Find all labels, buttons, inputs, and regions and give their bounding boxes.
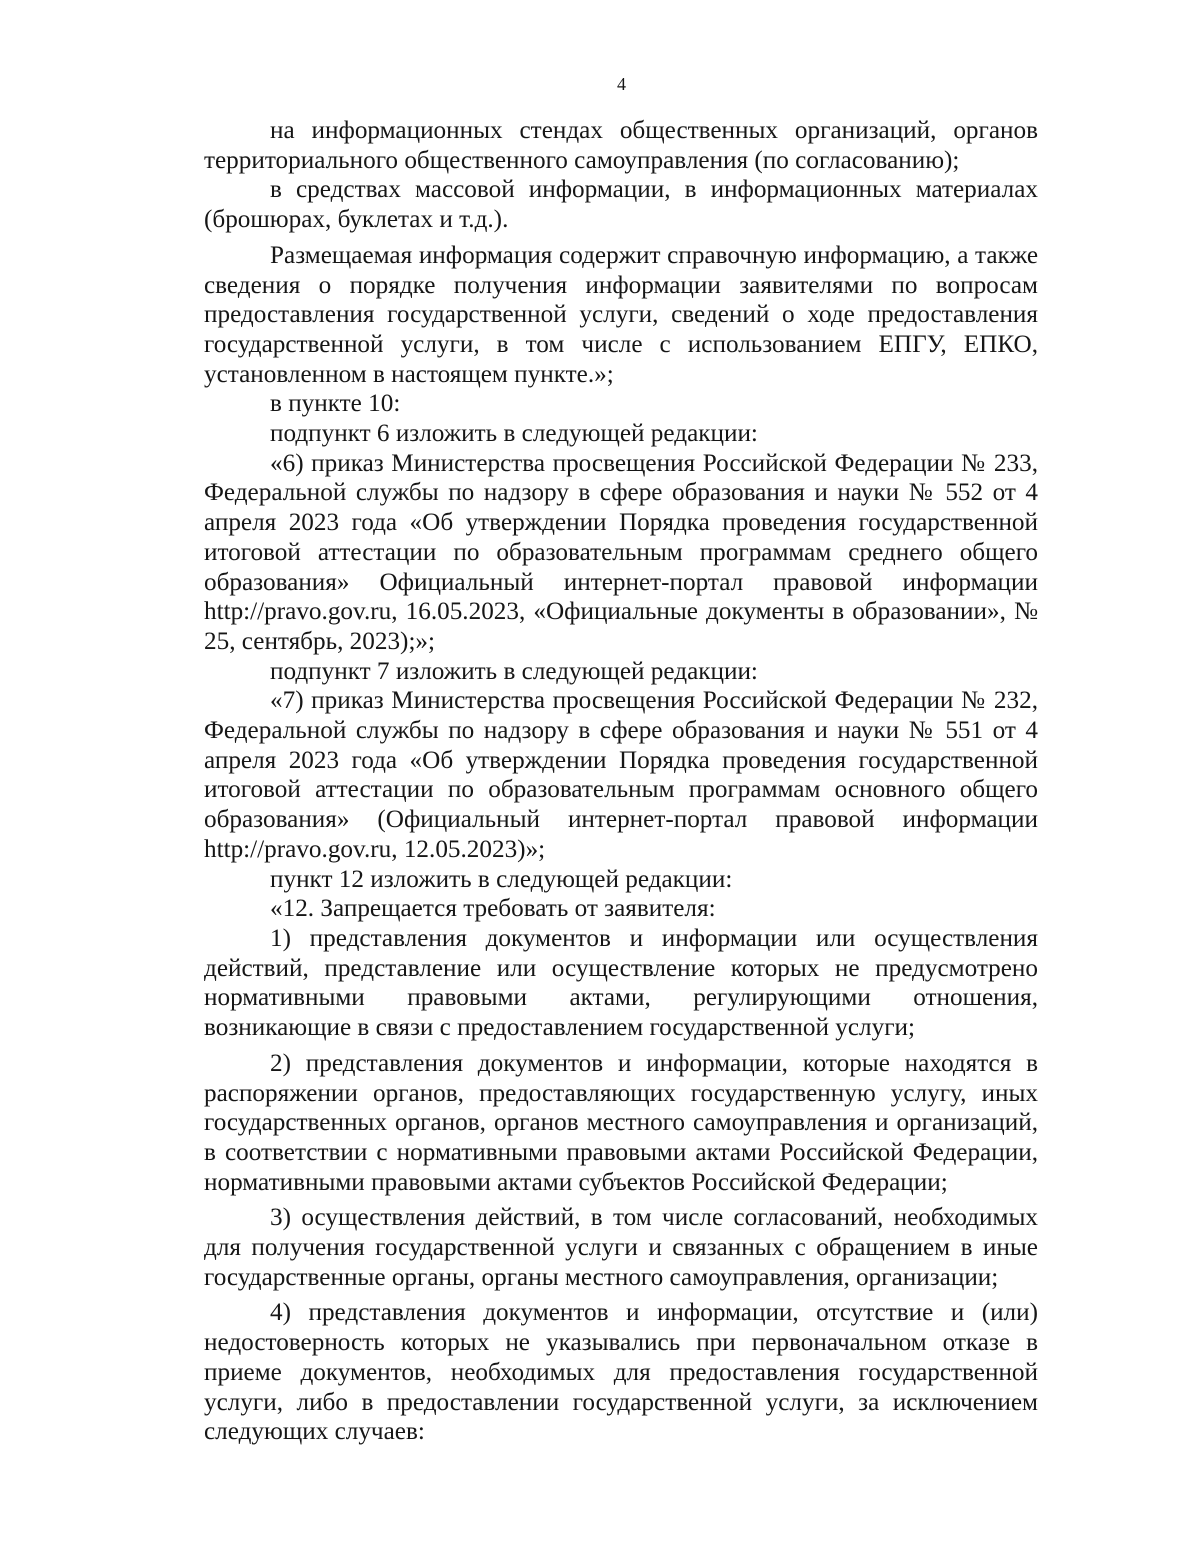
paragraph-subclause-6-text: «6) приказ Министерства просвещения Российской Федерации № 233, Федеральной службы по надзору в сфере образования и науки № 552 от 4 апреля 2023 года «Об утверждении Порядка проведения государственной итоговой аттестации по образовательным программам среднего общего образования» Официальный интернет-портал правовой информации http://pravo.gov.ru, 16.05.2023, «Официальные документы в образовании», № 25, сентябрь, 2023);»; [204,449,1038,655]
paragraph-posted-info: Размещаемая информация содержит справочную информацию, а также сведения о порядке получения информации заявителями по вопросам предоставления государственной услуги, сведений о ходе предоставления государственной услуги, в том числе с использованием ЕПГУ, ЕПКО, установленном в настоящем пункте.»; [204,241,1038,388]
paragraph-clause-12-intro: пункт 12 изложить в следующей редакции: [270,865,733,893]
paragraph-subclause-6-intro: подпункт 6 изложить в следующей редакции: [270,420,758,448]
paragraph-mass-media: в средствах массовой информации, в информационных материалах (брошюрах, буклетах и т.д.). [204,176,1038,234]
paragraph-clause-10: в пункте 10: [270,390,401,418]
paragraph-item-2: 2) представления документов и информации, которые находятся в распоряжении органов, предоставляющих государственную услугу, иных государственных органов, органов местного самоуправления и организаций, в соответствии с нормативными правовыми актами Российской Федерации, нормативными правовыми актами субъектов Российской Федерации; [204,1049,1038,1196]
paragraph-subclause-7-text: «7) приказ Министерства просвещения Российской Федерации № 232, Федеральной службы по надзору в сфере образования и науки № 551 от 4 апреля 2023 года «Об утверждении Порядка проведения государственной итоговой аттестации по образовательным программам основного общего образования» (Официальный интернет-портал правовой информации http://pravo.gov.ru, 12.05.2023)»; [204,687,1038,863]
page-number: 4 [617,74,626,94]
paragraph-info-stands: на информационных стендах общественных организаций, органов территориального общественного самоуправления (по согласованию); [204,117,1038,174]
document-body [204,116,1038,1447]
paragraph-item-3: 3) осуществления действий, в том числе согласований, необходимых для получения государственной услуги и связанных с обращением в иные государственные органы, органы местного самоуправления, организации; [204,1204,1038,1291]
paragraph-item-1: 1) представления документов и информации или осуществления действий, представление или осуществление которых не предусмотрено нормативными правовыми актами, регулирующими отношения, возникающие в связи с предоставлением государственной услуги; [204,924,1038,1042]
paragraph-clause-12-heading: «12. Запрещается требовать от заявителя: [270,895,716,923]
paragraph-subclause-7-intro: подпункт 7 изложить в следующей редакции: [270,657,758,685]
paragraph-item-4: 4) представления документов и информации, отсутствие и (или) недостоверность которых не указывались при первоначальном отказе в приеме документов, необходимых для предоставления государственной услуги, либо в предоставлении государственной услуги, за исключением следующих случаев: [204,1299,1038,1446]
